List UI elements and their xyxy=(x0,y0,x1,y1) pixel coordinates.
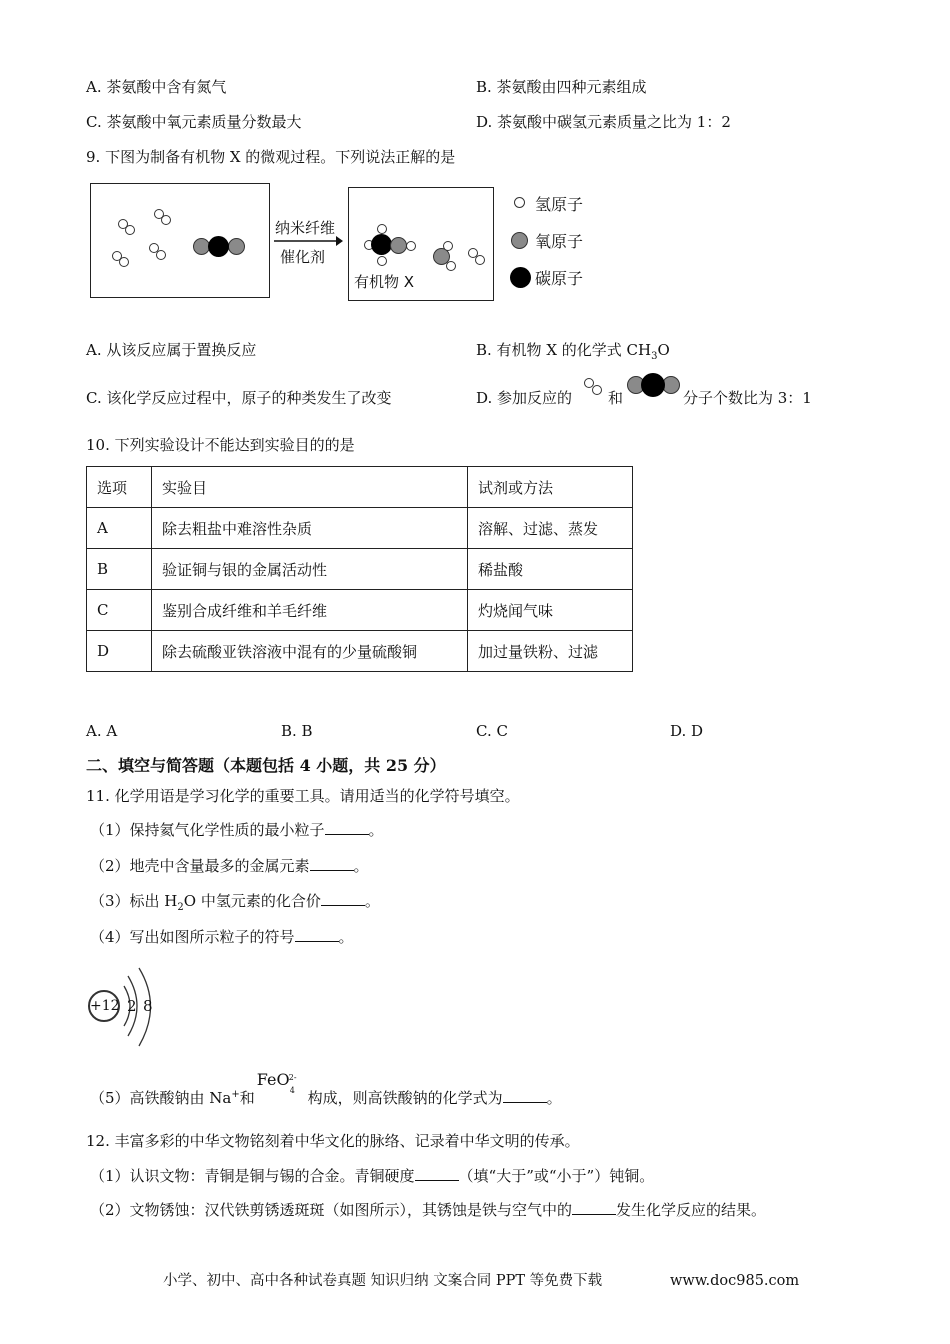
table-row xyxy=(87,590,633,631)
arrow-condition-bottom: 催化剂 xyxy=(280,248,326,266)
q11-sub2: （2）地壳中含量最多的金属元素 。 xyxy=(90,857,369,875)
header-purpose: 实验目 xyxy=(152,467,468,508)
table-cell: 稀盐酸 xyxy=(468,549,633,590)
table-cell: 验证铜与银的金属活动性 xyxy=(152,549,468,590)
shell1-electrons: 2 xyxy=(127,997,137,1015)
table-cell: 除去粗盐中难溶性杂质 xyxy=(152,508,468,549)
footer-text: 小学、初中、高中各种试卷真题 知识归纳 文案合同 PPT 等免费下载 xyxy=(163,1273,603,1289)
q10-choice-a: A. A xyxy=(86,722,118,740)
legend-hydrogen: 氢原子 xyxy=(535,195,584,214)
answer-blank[interactable] xyxy=(415,1166,459,1181)
q8-option-d: D. 茶氨酸中碳氢元素质量之比为 1：2 xyxy=(476,113,731,131)
q9-option-a: A. 从该反应属于置换反应 xyxy=(86,341,257,359)
table-row xyxy=(87,508,633,549)
q9-option-d: D. 参加反应的 xyxy=(476,389,573,407)
q9-option-b: B. 有机物 X 的化学式 $CH_3O$ xyxy=(476,341,670,362)
q12-stem: 12. 丰富多彩的中华文物铭刻着中华文化的脉络、记录着中华文明的传承。 xyxy=(86,1132,580,1150)
section-title: 二、填空与简答题（本题包括 4 小题，共 25 分） xyxy=(86,756,446,775)
shell2-electrons: 8 xyxy=(143,997,153,1015)
q8-option-b: B. 茶氨酸由四种元素组成 xyxy=(476,78,647,96)
answer-blank[interactable] xyxy=(295,927,339,942)
q10-table xyxy=(86,466,633,672)
q8-option-c: C. 茶氨酸中氧元素质量分数最大 xyxy=(86,113,302,131)
answer-blank[interactable] xyxy=(321,891,365,906)
q11-sub5: （5）高铁酸钠由 Na+和 FeO 2- 4 构成，则高铁酸钠的化学式为 。 xyxy=(90,1070,562,1107)
q11-sub1: （1）保持氦气化学性质的最小粒子 。 xyxy=(90,821,384,839)
legend-carbon: 碳原子 xyxy=(535,269,584,288)
header-method: 试剂或方法 xyxy=(468,467,633,508)
table-cell: 溶解、过滤、蒸发 xyxy=(468,508,633,549)
q9-option-c: C. 该化学反应过程中，原子的种类发生了改变 xyxy=(86,389,392,407)
arrow-condition-top: 纳米纤维 xyxy=(275,219,336,237)
table-cell: C xyxy=(87,590,152,631)
oxygen-atom-icon xyxy=(511,232,528,249)
table-cell: 除去硫酸亚铁溶液中混有的少量硫酸铜 xyxy=(152,631,468,672)
hydrogen-atom-icon xyxy=(514,197,525,208)
answer-blank[interactable] xyxy=(572,1200,616,1215)
table-cell: 鉴别合成纤维和羊毛纤维 xyxy=(152,590,468,631)
carbon-atom-icon xyxy=(510,267,531,288)
answer-blank[interactable] xyxy=(325,820,369,835)
table-row xyxy=(87,631,633,672)
table-row xyxy=(87,549,633,590)
q12-sub1: （1）认识文物：青铜是铜与锡的合金。青铜硬度 （填“大于”或“小于”）钝铜。 xyxy=(90,1167,655,1185)
q11-sub4: （4）写出如图所示粒子的符号 。 xyxy=(90,928,354,946)
ferrate-ion-symbol: FeO xyxy=(256,1070,290,1089)
answer-blank[interactable] xyxy=(310,856,354,871)
table-cell: 加过量铁粉、过滤 xyxy=(468,631,633,672)
table-cell: B xyxy=(87,549,152,590)
q11-sub3: （3）标出 $H_2O$ 中氢元素的化合价 。 xyxy=(90,892,380,913)
table-cell: D xyxy=(87,631,152,672)
answer-blank[interactable] xyxy=(503,1088,547,1103)
footer-url[interactable]: www.doc985.com xyxy=(670,1273,800,1289)
q12-sub2: （2）文物锈蚀：汉代铁剪锈透斑斑（如图所示），其锈蚀是铁与空气中的 发生化学反应的结果。 xyxy=(90,1201,767,1219)
header-option: 选项 xyxy=(87,467,152,508)
nucleus-charge: +12 xyxy=(90,998,120,1014)
product-label: 有机物 X xyxy=(354,273,415,291)
legend-oxygen: 氧原子 xyxy=(535,232,584,251)
q9-option-d-tail: 分子个数比为 3：1 xyxy=(683,389,812,407)
q8-option-a: A. 茶氨酸中含有氮气 xyxy=(86,78,227,96)
q9-option-d-and: 和 xyxy=(608,389,624,407)
q10-choice-b: B. B xyxy=(281,722,313,740)
q11-stem: 11. 化学用语是学习化学的重要工具。请用适当的化学符号填空。 xyxy=(86,787,520,805)
q10-choice-c: C. C xyxy=(476,722,508,740)
q10-choice-d: D. D xyxy=(670,722,704,740)
q9-stem: 9. 下图为制备有机物 X 的微观过程。下列说法正解的是 xyxy=(86,148,456,166)
table-header-row xyxy=(87,467,633,508)
table-cell: 灼烧闻气味 xyxy=(468,590,633,631)
q10-stem: 10. 下列实验设计不能达到实验目的的是 xyxy=(86,436,355,454)
table-cell: A xyxy=(87,508,152,549)
